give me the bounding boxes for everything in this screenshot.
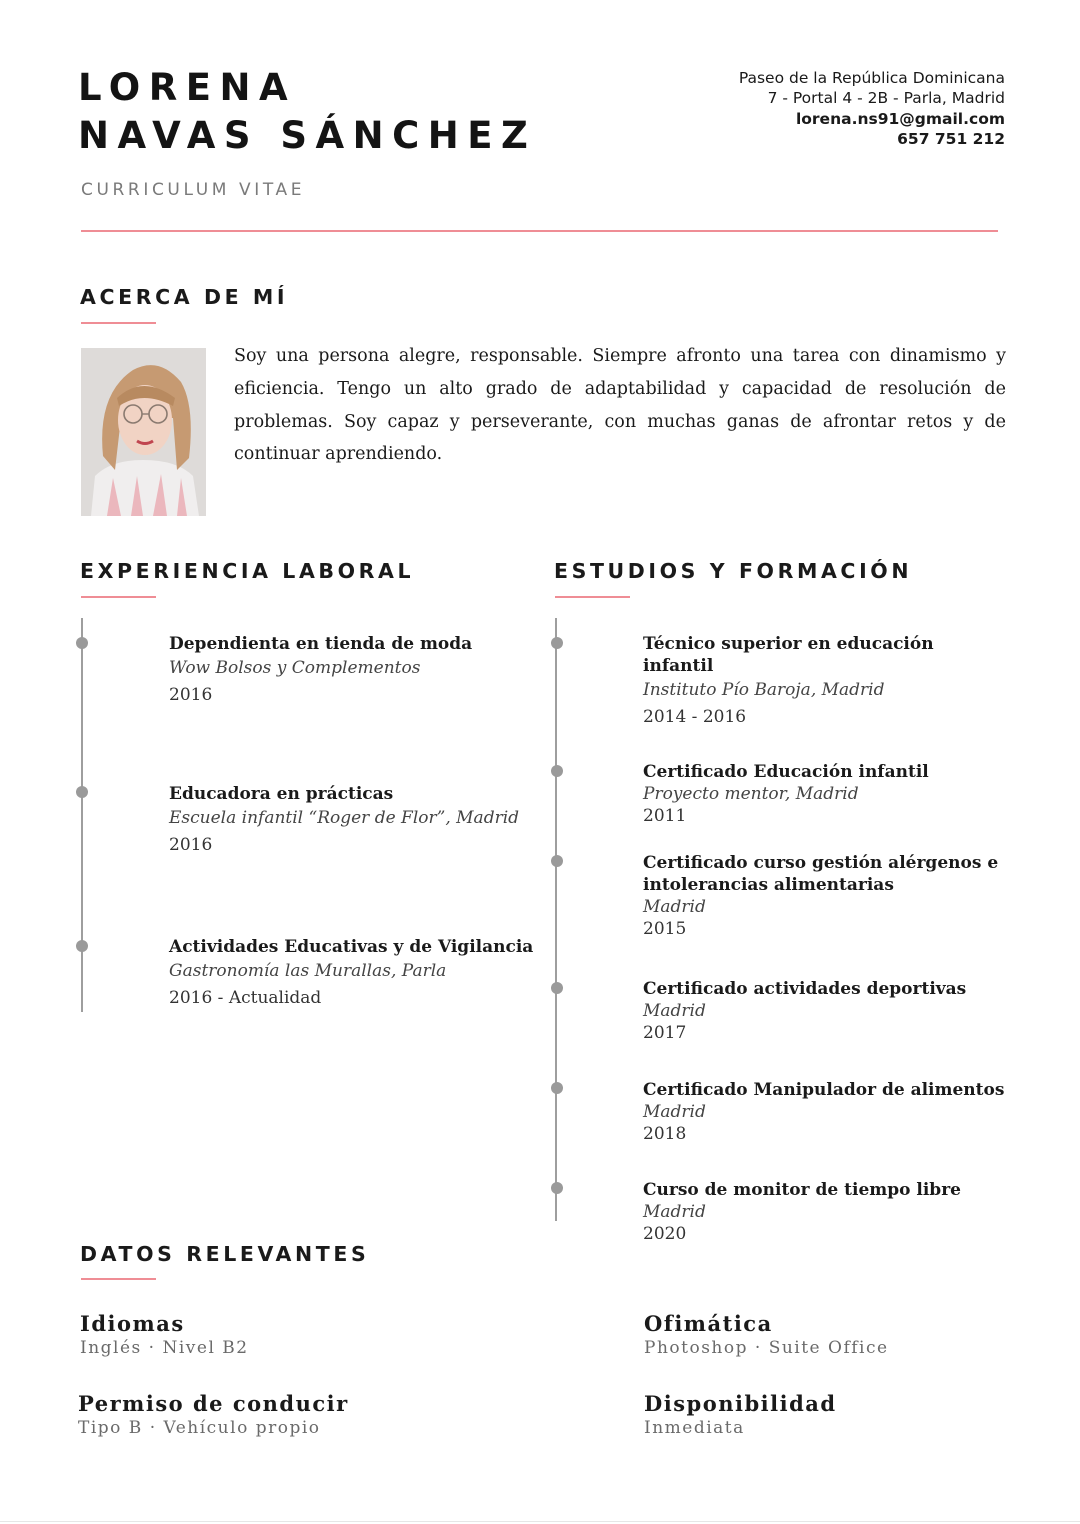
about-accent-rule bbox=[81, 322, 156, 324]
course-institution: Madrid bbox=[643, 897, 706, 917]
education-item bbox=[643, 761, 1008, 827]
languages-value: Inglés · Nivel B2 bbox=[80, 1338, 249, 1358]
job-date: 2016 bbox=[169, 835, 213, 855]
course-title: Certificado actividades deportivas bbox=[643, 979, 967, 999]
address-line-1: Paseo de la República Dominicana bbox=[738, 69, 1005, 87]
header-divider bbox=[81, 230, 998, 232]
job-title: Dependienta en tienda de moda bbox=[169, 634, 473, 654]
name-last: NAVAS SÁNCHEZ bbox=[78, 114, 537, 157]
full-name bbox=[78, 64, 536, 160]
course-title: Certificado Educación infantil bbox=[643, 762, 929, 782]
timeline-dot bbox=[76, 786, 88, 798]
name-first: LORENA bbox=[78, 66, 297, 109]
license-label: Permiso de conducir bbox=[78, 1391, 349, 1416]
relevant-accent-rule bbox=[81, 1278, 156, 1280]
course-date: 2020 bbox=[643, 1224, 687, 1244]
office-block bbox=[644, 1311, 889, 1358]
job-title: Actividades Educativas y de Vigilancia bbox=[169, 937, 534, 957]
course-institution: Madrid bbox=[643, 1202, 706, 1222]
timeline-dot bbox=[76, 637, 88, 649]
timeline-dot bbox=[76, 940, 88, 952]
education-item bbox=[643, 1079, 1023, 1145]
course-institution: Madrid bbox=[643, 1001, 706, 1021]
education-item bbox=[643, 978, 1008, 1044]
education-item bbox=[643, 1179, 1008, 1245]
experience-section-title: EXPERIENCIA LABORAL bbox=[80, 559, 415, 583]
contact-block bbox=[739, 68, 1005, 149]
availability-label: Disponibilidad bbox=[644, 1391, 837, 1416]
office-value: Photoshop · Suite Office bbox=[644, 1338, 889, 1358]
course-title: Curso de monitor de tiempo libre bbox=[643, 1180, 961, 1200]
license-value: Tipo B · Vehículo propio bbox=[78, 1418, 321, 1438]
profile-photo bbox=[81, 348, 206, 516]
about-section-title: ACERCA DE MÍ bbox=[80, 285, 289, 309]
course-date: 2011 bbox=[643, 806, 687, 826]
course-title: Certificado Manipulador de alimentos bbox=[643, 1080, 1005, 1100]
relevant-section-title: DATOS RELEVANTES bbox=[80, 1242, 370, 1266]
course-date: 2017 bbox=[643, 1023, 687, 1043]
job-company: Wow Bolsos y Complementos bbox=[169, 658, 421, 678]
availability-value: Inmediata bbox=[644, 1418, 745, 1438]
course-institution: Madrid bbox=[643, 1102, 706, 1122]
languages-block bbox=[80, 1311, 249, 1358]
experience-accent-rule bbox=[81, 596, 156, 598]
course-institution: Proyecto mentor, Madrid bbox=[643, 784, 859, 804]
languages-label: Idiomas bbox=[80, 1311, 185, 1336]
course-date: 2018 bbox=[643, 1124, 687, 1144]
education-accent-rule bbox=[555, 596, 630, 598]
address-line-2: 7 - Portal 4 - 2B - Parla, Madrid bbox=[767, 89, 1005, 108]
course-date: 2015 bbox=[643, 919, 687, 939]
availability-block bbox=[644, 1391, 837, 1438]
job-title: Educadora en prácticas bbox=[169, 784, 394, 804]
experience-item bbox=[169, 633, 549, 709]
timeline-dot bbox=[551, 765, 563, 777]
course-institution: Instituto Pío Baroja, Madrid bbox=[643, 680, 885, 700]
education-section-title: ESTUDIOS Y FORMACIÓN bbox=[554, 559, 913, 583]
job-date: 2016 - Actualidad bbox=[169, 988, 322, 1008]
email-link[interactable]: lorena.ns91@gmail.com bbox=[795, 109, 1005, 128]
job-company: Gastronomía las Murallas, Parla bbox=[169, 961, 447, 981]
experience-item bbox=[169, 936, 549, 1012]
document-subtitle: CURRICULUM VITAE bbox=[81, 180, 306, 200]
page-bottom-edge bbox=[0, 1521, 1080, 1522]
job-date: 2016 bbox=[169, 685, 213, 705]
education-item bbox=[643, 633, 1003, 731]
course-title: Certificado curso gestión alérgenos e intolerancias alimentarias bbox=[643, 853, 999, 895]
experience-item bbox=[169, 783, 549, 859]
course-title: Técnico superior en educación infantil bbox=[643, 634, 934, 676]
timeline-dot bbox=[551, 855, 563, 867]
job-company: Escuela infantil “Roger de Flor”, Madrid bbox=[169, 808, 520, 828]
license-block bbox=[78, 1391, 349, 1438]
timeline-dot bbox=[551, 637, 563, 649]
education-timeline bbox=[555, 618, 557, 1221]
timeline-dot bbox=[551, 982, 563, 994]
portrait-image bbox=[81, 348, 206, 516]
course-date: 2014 - 2016 bbox=[643, 707, 747, 727]
timeline-dot bbox=[551, 1182, 563, 1194]
about-text: Soy una persona alegre, responsable. Siempre afronto una tarea con dinamismo y eficiencia. Tengo un alto grado de adaptabilidad y capacidad de resolución de problemas. Soy capaz y perseverante, con muchas ganas de afrontar retos y de continuar aprendiendo. bbox=[234, 346, 1006, 465]
education-item bbox=[643, 852, 1003, 940]
phone-number: 657 751 212 bbox=[897, 129, 1005, 148]
experience-timeline bbox=[81, 618, 83, 1012]
office-label: Ofimática bbox=[644, 1311, 773, 1336]
timeline-dot bbox=[551, 1082, 563, 1094]
